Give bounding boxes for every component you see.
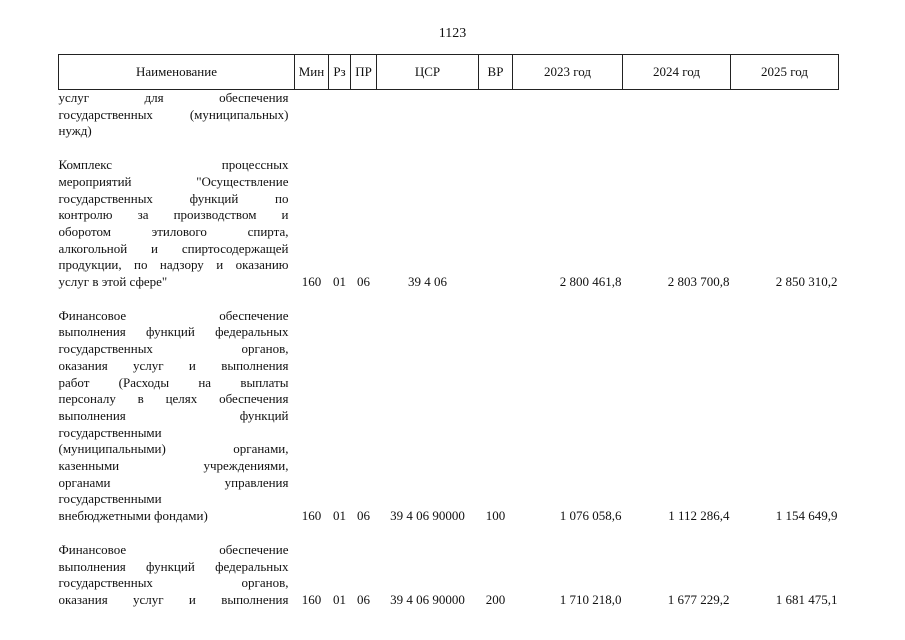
- row-spacer: [59, 291, 839, 308]
- name-line: (муниципальными) органами,: [58, 441, 289, 457]
- row-vr: 100: [485, 508, 506, 524]
- name-line: мероприятий "Осуществление: [58, 173, 289, 189]
- row-amount-2023: 1 076 058,6: [559, 508, 622, 524]
- name-line: продукции, по надзору и оказанию: [58, 257, 289, 273]
- row-amount-2023: [513, 90, 623, 141]
- row-amount-2025: [731, 90, 839, 141]
- table-row: [59, 157, 839, 291]
- row-csr: 39 4 06 90000: [390, 591, 465, 607]
- name-line: государственных функций по: [58, 190, 289, 206]
- row-amount-2023: 1 710 218,0: [559, 591, 622, 607]
- name-line: оказания услуг и выполнения: [58, 591, 289, 607]
- name-line: Комплекс процессных: [58, 157, 289, 173]
- row-vr: 200: [485, 591, 506, 607]
- name-line: персоналу в целях обеспечения: [58, 391, 289, 407]
- name-line: государственных органов,: [58, 341, 289, 357]
- header-name: Наименование: [59, 55, 295, 90]
- row-vr: [479, 90, 513, 141]
- name-line: выполнения функций федеральных: [58, 324, 289, 340]
- name-line: выполнения функций федеральных: [58, 558, 289, 574]
- row-name: [59, 157, 295, 291]
- table-row: [59, 542, 839, 609]
- row-amount-2024: 1 677 229,2: [667, 591, 730, 607]
- name-line: казенными учреждениями,: [58, 458, 289, 474]
- row-pr: 06: [357, 591, 370, 607]
- name-line: внебюджетными фондами): [58, 508, 208, 524]
- row-rz: 01: [333, 508, 346, 524]
- row-amount-2023: 2 800 461,8: [559, 274, 622, 290]
- name-line: Финансовое обеспечение: [58, 541, 289, 557]
- header-2025: 2025 год: [731, 55, 839, 90]
- name-line: государственными: [58, 424, 162, 440]
- row-csr: 39 4 06: [408, 274, 447, 290]
- row-amount-2025: 1 681 475,1: [775, 591, 838, 607]
- row-csr: [377, 90, 479, 141]
- name-line: алкогольной и спиртосодержащей: [58, 240, 289, 256]
- table-row: [59, 308, 839, 525]
- header-pr: ПР: [351, 55, 377, 90]
- name-line: государственных органов,: [58, 575, 289, 591]
- row-amount-2024: 1 112 286,4: [668, 508, 730, 524]
- table-body: [59, 90, 839, 609]
- header-rz: Рз: [329, 55, 351, 90]
- row-spacer-cell: [59, 525, 839, 542]
- name-line: государственными: [58, 491, 162, 507]
- name-line: органами управления: [58, 474, 289, 490]
- row-min: 160: [301, 274, 322, 290]
- row-amount-2024: 2 803 700,8: [667, 274, 730, 290]
- row-amount-2024: [623, 90, 731, 141]
- row-pr: [351, 90, 377, 141]
- row-amount-2025: 2 850 310,2: [775, 274, 838, 290]
- header-vr: ВР: [479, 55, 513, 90]
- row-spacer-cell: [59, 140, 839, 157]
- name-line: оказания услуг и выполнения: [58, 357, 289, 373]
- name-line: нужд): [58, 123, 92, 139]
- row-min: [295, 90, 329, 141]
- name-line: услуг в этой сфере": [58, 274, 168, 290]
- page-number: 1123: [438, 26, 467, 41]
- row-rz: 01: [333, 274, 346, 290]
- table-row: [59, 90, 839, 141]
- row-min: 160: [301, 508, 322, 524]
- row-pr: 06: [357, 508, 370, 524]
- row-spacer-cell: [59, 291, 839, 308]
- row-rz: [329, 90, 351, 141]
- row-csr: 39 4 06 90000: [390, 508, 465, 524]
- name-line: выполнения функций: [58, 407, 289, 423]
- row-spacer: [59, 525, 839, 542]
- name-line: услуг для обеспечения: [58, 90, 289, 105]
- name-line: оборотом этилового спирта,: [58, 223, 289, 239]
- header-min: Мин: [295, 55, 329, 90]
- header-2023: 2023 год: [513, 55, 623, 90]
- table-header-row: [59, 55, 839, 90]
- row-spacer: [59, 140, 839, 157]
- header-2024: 2024 год: [623, 55, 731, 90]
- row-pr: 06: [357, 274, 370, 290]
- header-csr: ЦСР: [377, 55, 479, 90]
- row-min: 160: [301, 591, 322, 607]
- row-rz: 01: [333, 591, 346, 607]
- name-line: Финансовое обеспечение: [58, 307, 289, 323]
- name-line: работ (Расходы на выплаты: [58, 374, 289, 390]
- row-name: [59, 542, 295, 609]
- budget-table: [58, 54, 839, 609]
- row-vr: [479, 157, 513, 291]
- row-name: [59, 308, 295, 525]
- name-line: контролю за производством и: [58, 207, 289, 223]
- row-amount-2025: 1 154 649,9: [775, 508, 838, 524]
- row-name: [59, 90, 295, 141]
- name-line: государственных (муниципальных): [58, 106, 289, 122]
